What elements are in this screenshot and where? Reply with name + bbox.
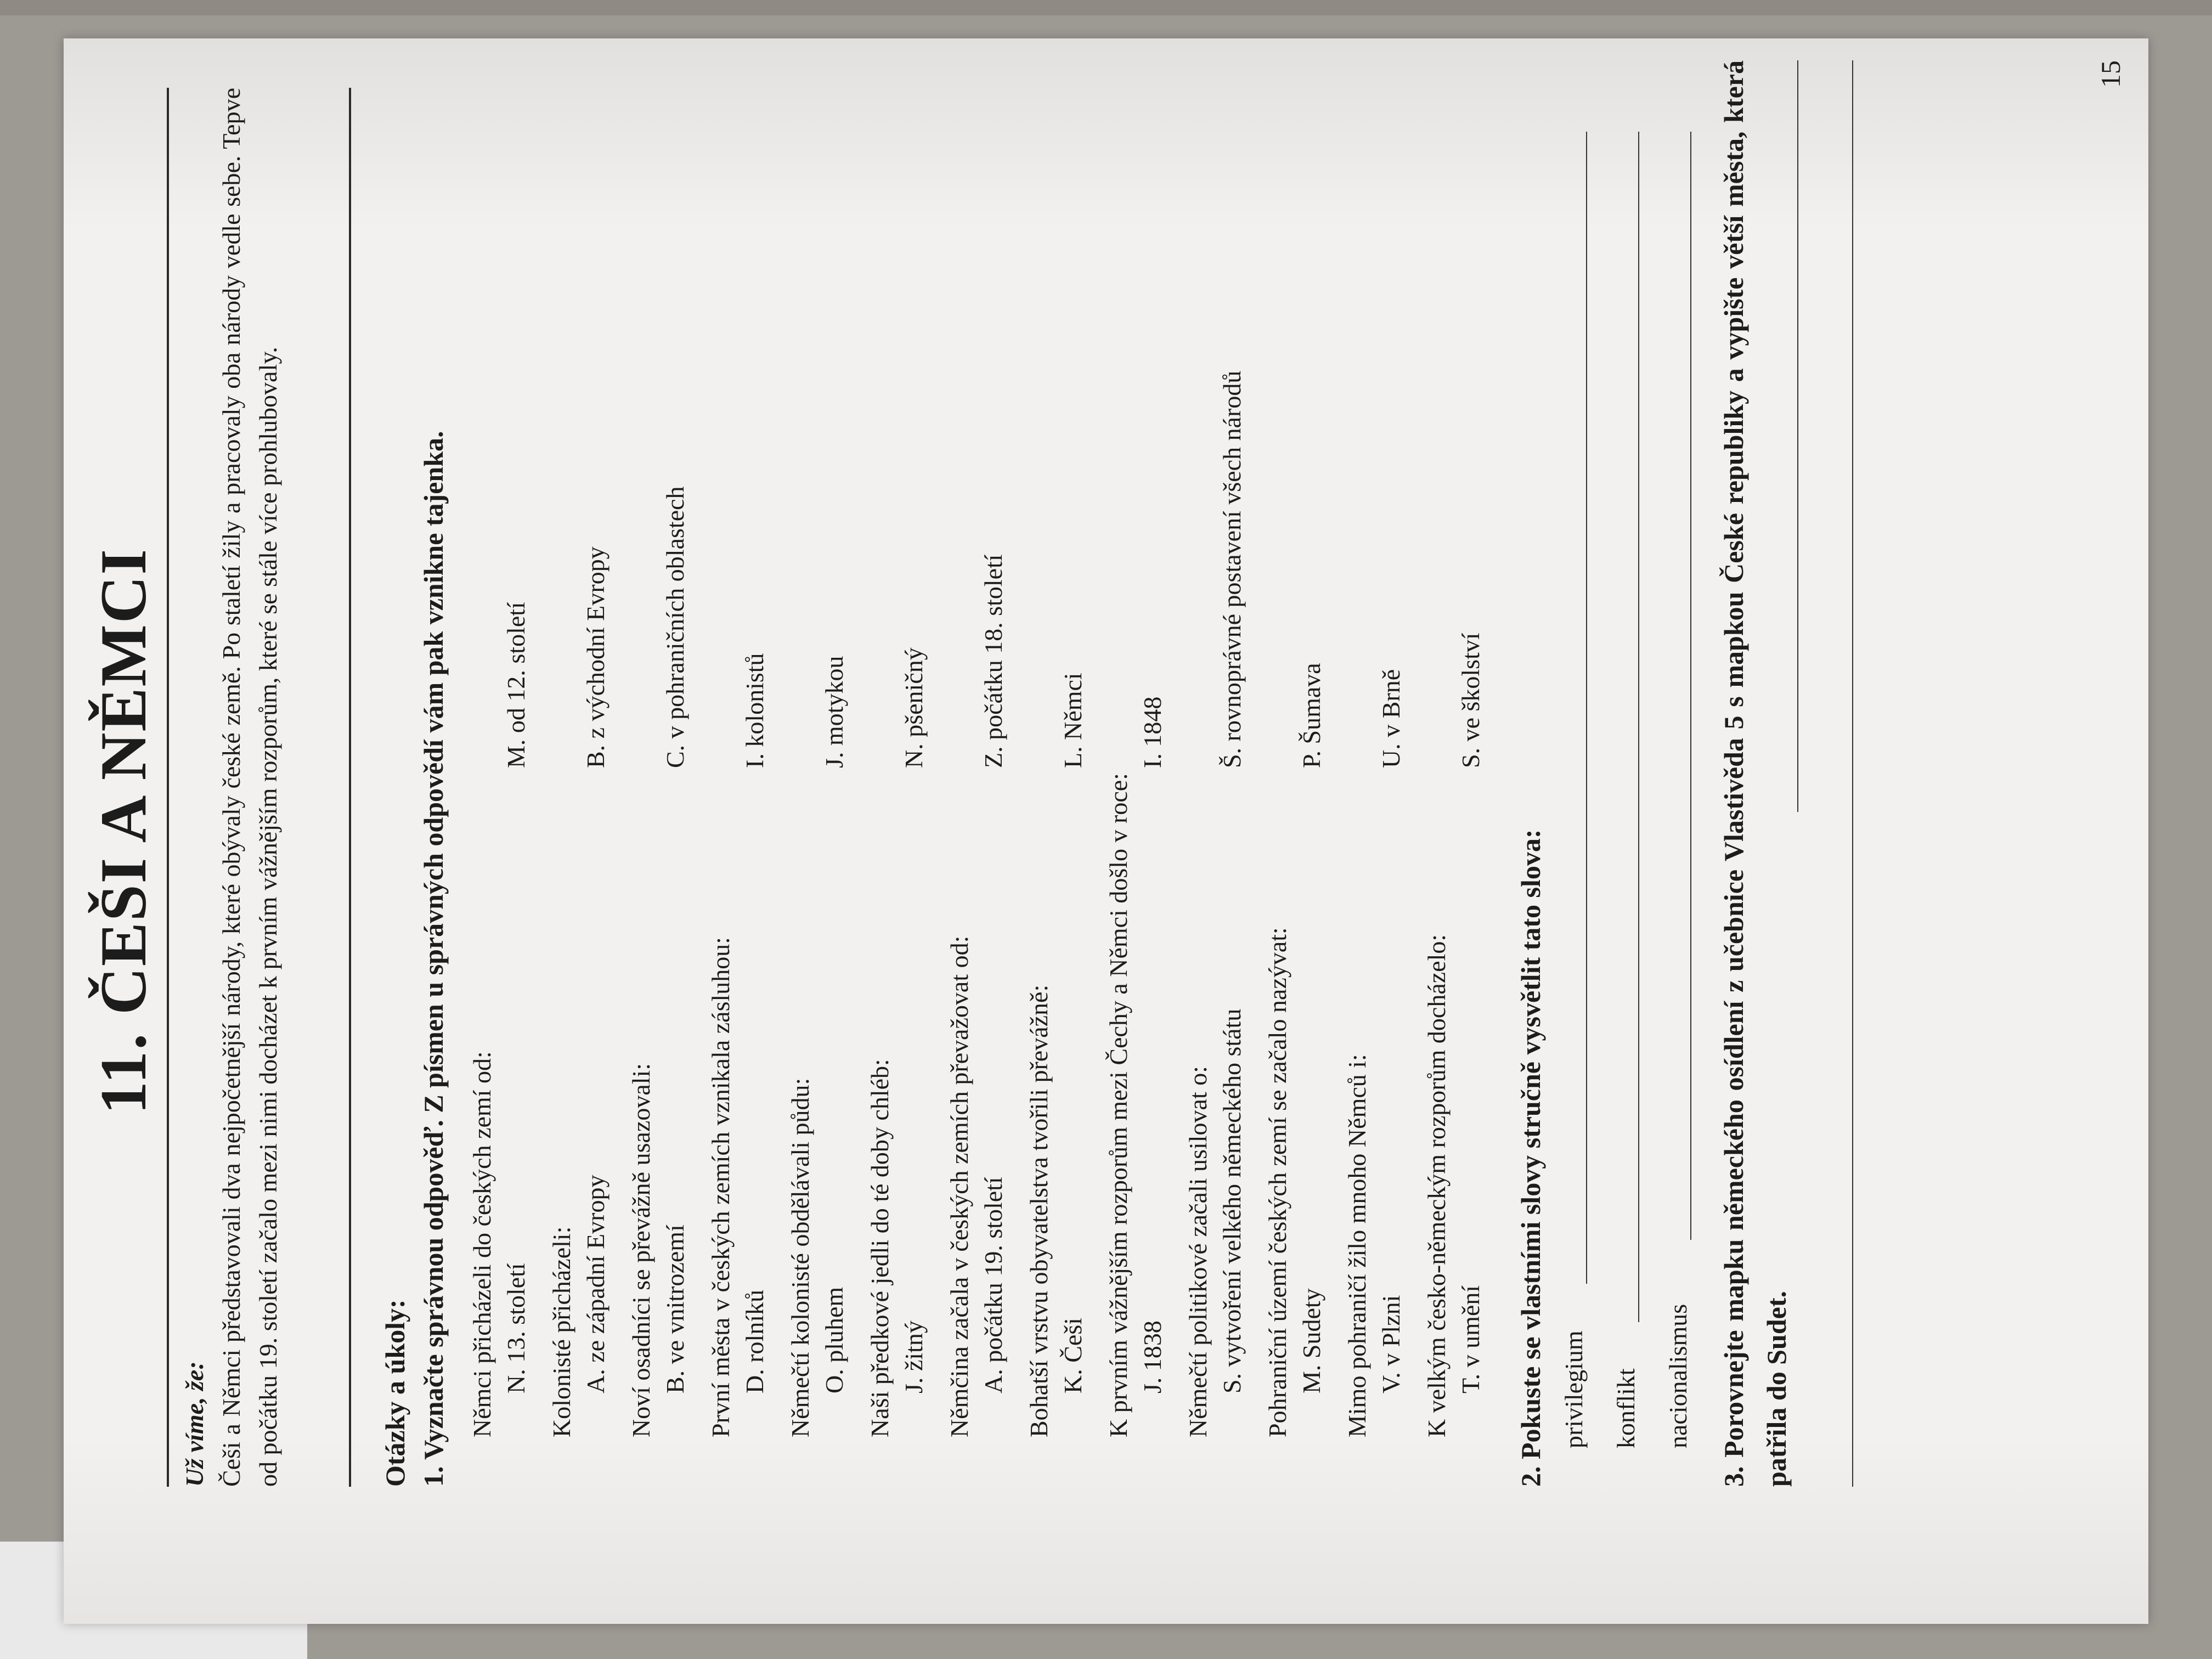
- answer-option-a[interactable]: S. vytvoření velkého německého státu: [1218, 1008, 1246, 1393]
- answer-option-a[interactable]: T. v umění: [1457, 1285, 1485, 1393]
- answer-option-a[interactable]: O. pluhem: [820, 1286, 848, 1393]
- word-row-nacionalismus: [1663, 132, 1696, 1448]
- question-text: Naši předkové jedli do té doby chléb:: [866, 1059, 894, 1437]
- question-text: Mimo pohraničí žilo mnoho Němců i:: [1343, 1054, 1371, 1437]
- answer-line[interactable]: [1852, 60, 1853, 1487]
- page-title: 11. ČEŠI A NĚMCI: [87, 548, 160, 1115]
- task2-heading: 2. Pokuste se vlastními slovy stručně vysvětlit tato slova:: [1515, 829, 1546, 1487]
- question-text: K prvním vážnějším rozporům mezi Čechy a Němci došlo v roce:: [1104, 773, 1132, 1437]
- title-divider: [167, 88, 169, 1487]
- question-text: Němečtí kolonisté obdělávali půdu:: [786, 1077, 814, 1437]
- answer-option-b[interactable]: M. od 12. století: [502, 602, 530, 768]
- answer-option-b[interactable]: N. pšeničný: [900, 647, 928, 768]
- question-text: K velkým česko-německým rozporům docházelo:: [1423, 934, 1451, 1437]
- answer-line[interactable]: [1797, 60, 1798, 812]
- answer-option-a[interactable]: K. Češi: [1059, 1318, 1087, 1393]
- question-text: Němčina začala v českých zemích převažovat od:: [945, 935, 973, 1437]
- answer-option-b[interactable]: I. kolonistů: [741, 653, 769, 768]
- answer-option-a[interactable]: V. v Plzni: [1377, 1295, 1405, 1393]
- answer-option-b[interactable]: L. Němci: [1059, 673, 1087, 768]
- answer-option-a[interactable]: J. 1838: [1138, 1321, 1166, 1393]
- question-text: Němečtí politikové začali usilovat o:: [1184, 1065, 1212, 1437]
- word-row-privilegium: [1559, 132, 1592, 1448]
- intro-divider: [349, 88, 351, 1487]
- answer-option-b[interactable]: I. 1848: [1138, 696, 1166, 768]
- answer-option-b[interactable]: C. v pohraničních oblastech: [661, 486, 689, 768]
- answer-option-a[interactable]: B. ve vnitrozemí: [661, 1224, 689, 1393]
- page-number: 15: [2095, 60, 2126, 88]
- answer-line[interactable]: [1690, 132, 1691, 1240]
- answer-option-b[interactable]: P. Šumava: [1297, 663, 1325, 768]
- question-text: Pohraniční území českých zemí se začalo nazývat:: [1263, 927, 1291, 1437]
- question-text: Němci přicházeli do českých zemí od:: [468, 1051, 496, 1437]
- question-text: Noví osadníci se převážně usazovali:: [627, 1063, 655, 1437]
- question-text: Bohatší vrstvu obyvatelstva tvořili převážně:: [1025, 984, 1053, 1437]
- word-label: nacionalismus: [1664, 1304, 1692, 1448]
- answer-option-a[interactable]: D. rolníků: [741, 1289, 769, 1393]
- answer-option-b[interactable]: Š. rovnoprávné postavení všech národů: [1218, 370, 1246, 768]
- answer-option-b[interactable]: Z. počátku 18. století: [979, 554, 1007, 768]
- answer-option-b[interactable]: U. v Brně: [1377, 669, 1405, 768]
- intro-heading: Už víme, že:: [180, 1361, 208, 1487]
- answer-option-b[interactable]: S. ve školství: [1457, 633, 1485, 768]
- worksheet-page: [64, 38, 2148, 1624]
- answer-line[interactable]: [1638, 132, 1639, 1322]
- intro-text: Češi a Němci představovali dva nejpočetnější národy, které obývaly české země. Po staletí žily a pracovaly oba národy vedle sebe. Tepve od počátku 19. století začalo mezi nimi docházet k prvním vážnějším rozporům, které se stále více prohlubovaly.: [217, 88, 282, 1487]
- answer-line[interactable]: [1586, 132, 1587, 1284]
- desk-background-strip: [0, 0, 2212, 15]
- answer-option-a[interactable]: A. počátku 19. století: [979, 1177, 1007, 1393]
- section-heading: Otázky a úkoly:: [380, 1299, 410, 1487]
- word-row-konflikt: [1611, 132, 1644, 1448]
- answer-option-a[interactable]: J. žitný: [900, 1321, 928, 1393]
- answer-option-a[interactable]: M. Sudety: [1297, 1288, 1325, 1393]
- answer-option-a[interactable]: N. 13. století: [502, 1263, 530, 1393]
- intro-block: [176, 88, 286, 1487]
- task1-heading: 1. Vyznačte správnou odpověď. Z písmen u správných odpovědí vám pak vznikne tajenka.: [418, 431, 449, 1487]
- word-label: privilegium: [1560, 1330, 1588, 1448]
- answer-option-b[interactable]: B. z východní Evropy: [582, 546, 610, 768]
- question-text: První města v českých zemích vznikala zásluhou:: [707, 936, 735, 1437]
- question-text: Kolonisté přicházeli:: [548, 1226, 575, 1437]
- task3-text: 3. Porovnejte mapku německého osídlení z učebnice Vlastivěda 5 s mapkou České republiky a vypište větší města, která patřila do Sudet.: [1718, 60, 1792, 1487]
- answer-option-a[interactable]: A. ze západní Evropy: [582, 1175, 610, 1393]
- word-label: konflikt: [1612, 1368, 1640, 1448]
- answer-option-b[interactable]: J. motykou: [820, 656, 848, 768]
